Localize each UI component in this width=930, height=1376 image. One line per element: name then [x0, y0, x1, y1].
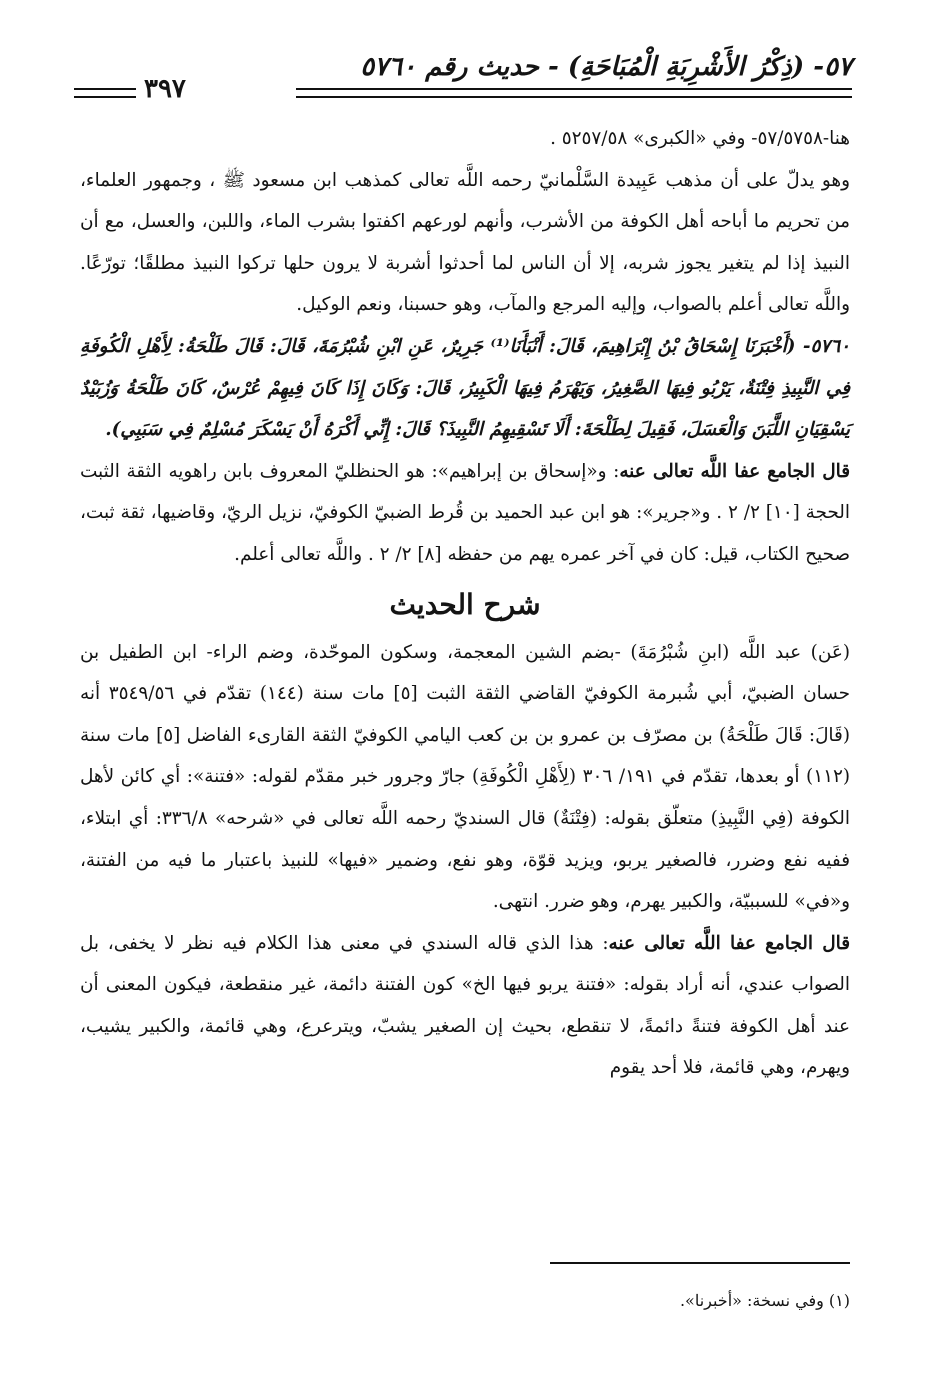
jami-commentary: : هذا الذي قاله السندي في معنى هذا الكلام فيه نظر لا يخفى، بل الصواب عندي، أنه أراد بقوله: «فتنة يربو فيها الخ» كون الفتنة دائمة، غير منقطعة، فيكون المعنى أن عند أهل الكوفة فتنةً دائمةً، لا تنقطع، بحيث إن الصغير يشبّ، ويترعرع، وهي قائمة، والكبير يشيب، ويهرم، وهي قائمة، فلا أحد يقوم — [80, 932, 850, 1079]
hadith-text: ٥٧٦٠- (أَخْبَرَنَا إِسْحَاقُ بْنُ إِبْرَاهِيمَ، قَالَ: أَنْبَأَنَا⁽¹⁾ جَرِيرٌ، عَنِ ابْنِ شُبْرُمَةَ، قَالَ: قَالَ طَلْحَةُ: لِأَهْلِ الْكُوفَةِ فِي النَّبِيذِ فِتْنَةٌ، يَرْبُو فِيهَا الصَّغِيرُ، وَيَهْرَمُ فِيهَا الْكَبِيرُ، قَالَ: وَكَانَ إِذَا كَانَ فِيهِمْ عُرْسٌ، كَانَ طَلْحَةُ وَزُبَيْدٌ يَسْقِيَانِ اللَّبَنَ وَالْعَسَلَ، فَقِيلَ لِطَلْحَةَ: أَلَا تَسْقِيهِمُ النَّبِيذَ؟ قَالَ: إِنِّي أَكْرَهُ أَنْ يَسْكَرَ مُسْلِمٌ فِي سَبَبِي). — [80, 335, 851, 441]
footnote-separator — [550, 1262, 850, 1264]
paragraph-commentary-1: وهو يدلّ على أن مذهب عَبِيدة السَّلْمانيّ رحمه اللَّه تعالى كمذهب ابن مسعود ﷺ ، وجمهور العلماء، من تحريم ما أباحه أهل الكوفة من الأشرب، وأنهم لورعهم اكفتوا بشرب الماء، واللبن، والعسل، مع أن النبيذ إذا لم يتغير يجوز شربه، إلا أن الناس لما أحدثوا أشربة لا يرون حلها تركوا النبيذ مطلقًا؛ تورّعًا. واللَّه تعالى أعلم بالصواب، وإليه المرجع والمآب، وهو حسبنا، ونعم الوكيل. — [80, 169, 850, 316]
page-header — [74, 52, 852, 102]
footnote-1: (١) وفي نسخة: «أخبرنا». — [679, 1291, 850, 1310]
paragraph-jami-1 — [80, 451, 850, 576]
main-text — [80, 118, 850, 1089]
paragraph-sharh: (عَن) عبد اللَّه (ابنِ شُبْرُمَةَ) -بضم الشين المعجمة، وسكون الموحّدة، وضم الراء- ابن الطفيل بن حسان الضبيّ، أبي شُبرمة الكوفيّ القاضي الثقة الثبت [٥] مات سنة (١٤٤) تقدّم في ٣٥٤٩/٥٦ أنه (قَالَ: قَالَ طَلْحَةُ) بن مصرّف بن عمرو بن بن كعب اليامي الكوفيّ الثقة القارىء الفاضل [٥] مات سنة (١١٢) أو بعدها، تقدّم في ١٩١/ ٣٠٦ (لِأَهْلِ الْكُوفَةِ) جارّ وجرور خبر مقدّم لقوله: «فتنة»: أي كائن لأهل الكوفة (فِي النَّبِيذِ) متعلّق بقوله: (فِتْنَةٌ) قال السنديّ رحمه اللَّه تعالى في «شرحه» ٣٣٦/٨: أي ابتلاء، ففيه نفع وضرر، فالصغير يربو، ويزيد قوّة، وهو نفع، وضمير «فيها» للنبيذ باعتبار ما فيه من الفتنة، و«في» للسببيّة، والكبير يهرم، وهو ضرر. انتهى. — [80, 641, 851, 913]
section-heading: شرح الحديث — [389, 587, 541, 621]
jami-label: قال الجامع عفا اللَّه تعالى عنه — [619, 460, 850, 482]
jami-label: قال الجامع عفا اللَّه تعالى عنه — [608, 932, 850, 954]
page-number-double-rule — [74, 88, 136, 98]
page-number: ٣٩٧ — [144, 74, 186, 104]
header-double-rule — [296, 88, 852, 98]
jami-commentary: : و«إسحاق بن إبراهيم»: هو الحنظليّ المعروف بابن راهويه الثقة الثبت الحجة [١٠] ٢/ ٢ . و«جرير»: هو ابن عبد الحميد بن قُرط الضبيّ الكوفيّ، نزيل الريّ، وقاضيها، ثقة ثبت، صحيح الكتاب، قيل: كان في آخر عمره يهم من حفظه [٨] ٢/ ٢ . واللَّه تعالى أعلم. — [80, 460, 850, 565]
paragraph-jami-2 — [80, 923, 850, 1089]
paragraph-reference: هنا-٥٧/٥٧٥٨- وفي «الكبرى» ٥٢٥٧/٥٨ . — [550, 128, 850, 149]
running-title: ٥٧- (ذِكْرُ الأَشْرِبَةِ الْمُبَاحَةِ) - حديث رقم ٥٧٦٠ — [360, 52, 852, 82]
